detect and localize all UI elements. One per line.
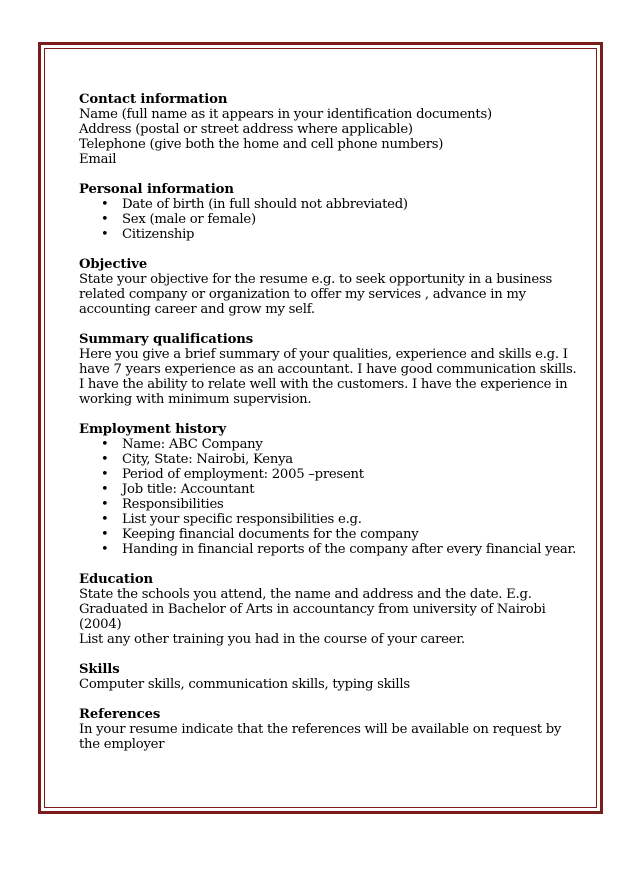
bullet-icon: • [101,212,109,227]
bullet-icon: • [101,437,109,452]
contact-email-line: Email [79,152,117,167]
education-line: List any other training you had in the course of your career. [79,632,465,647]
section-employment-history [79,422,579,557]
list-item [79,467,579,482]
education-line: State the schools you attend, the name and address and the date. E.g. [79,587,532,602]
section-personal-information [79,182,579,242]
bullet-icon: • [101,497,109,512]
section-summary-qualifications [79,332,579,407]
list-item [79,527,579,542]
education-line: Graduated in Bachelor of Arts in accountancy from university of Nairobi (2004) [79,602,546,632]
list-item-text: List your specific responsibilities e.g. [122,512,362,527]
objective-text: State your objective for the resume e.g. to seek opportunity in a business related company or organization to offer my services , advance in my accounting career and grow my self. [79,272,553,317]
section-contact-information [79,92,579,167]
list-item-text: Job title: Accountant [122,482,255,497]
section-heading: Skills [79,662,120,677]
list-item [79,497,579,512]
list-item-text: Date of birth (in full should not abbreviated) [122,197,408,212]
bullet-icon: • [101,482,109,497]
section-heading: Employment history [79,422,227,437]
bullet-icon: • [101,467,109,482]
section-references [79,707,579,752]
list-item-text: Handing in financial reports of the company after every financial year. [122,542,577,557]
list-item-text: Sex (male or female) [122,212,256,227]
personal-info-list [79,197,579,242]
list-item [79,542,579,557]
bullet-icon: • [101,197,109,212]
list-item [79,437,579,452]
list-item-text: Name: ABC Company [122,437,263,452]
list-item [79,227,579,242]
bullet-icon: • [101,512,109,527]
list-item [79,452,579,467]
section-heading: Education [79,572,154,587]
section-heading: References [79,707,161,722]
list-item-text: Citizenship [122,227,195,242]
list-item-text: City, State: Nairobi, Kenya [122,452,293,467]
contact-telephone-line: Telephone (give both the home and cell phone numbers) [79,137,444,152]
references-text: In your resume indicate that the references will be available on request by the employer [79,722,562,752]
list-item-text: Keeping financial documents for the company [122,527,419,542]
list-item [79,512,579,527]
section-heading: Contact information [79,92,228,107]
section-objective [79,257,579,317]
resume-body [79,92,579,767]
employment-list [79,437,579,557]
section-skills [79,662,579,692]
list-item-text: Responsibilities [122,497,224,512]
bullet-icon: • [101,527,109,542]
list-item-text: Period of employment: 2005 –present [122,467,364,482]
contact-name-line: Name (full name as it appears in your identification documents) [79,107,492,122]
skills-text: Computer skills, communication skills, typing skills [79,677,410,692]
section-heading: Personal information [79,182,234,197]
bullet-icon: • [101,227,109,242]
section-heading: Objective [79,257,148,272]
bullet-icon: • [101,542,109,557]
list-item [79,212,579,227]
section-education [79,572,579,647]
bullet-icon: • [101,452,109,467]
contact-address-line: Address (postal or street address where applicable) [79,122,413,137]
section-heading: Summary qualifications [79,332,254,347]
summary-text: Here you give a brief summary of your qualities, experience and skills e.g. I have 7 years experience as an accountant. I have good communication skills. I have the ability to relate well with the customers. I have the experience in working with minimum supervision. [79,347,577,407]
list-item [79,197,579,212]
list-item [79,482,579,497]
